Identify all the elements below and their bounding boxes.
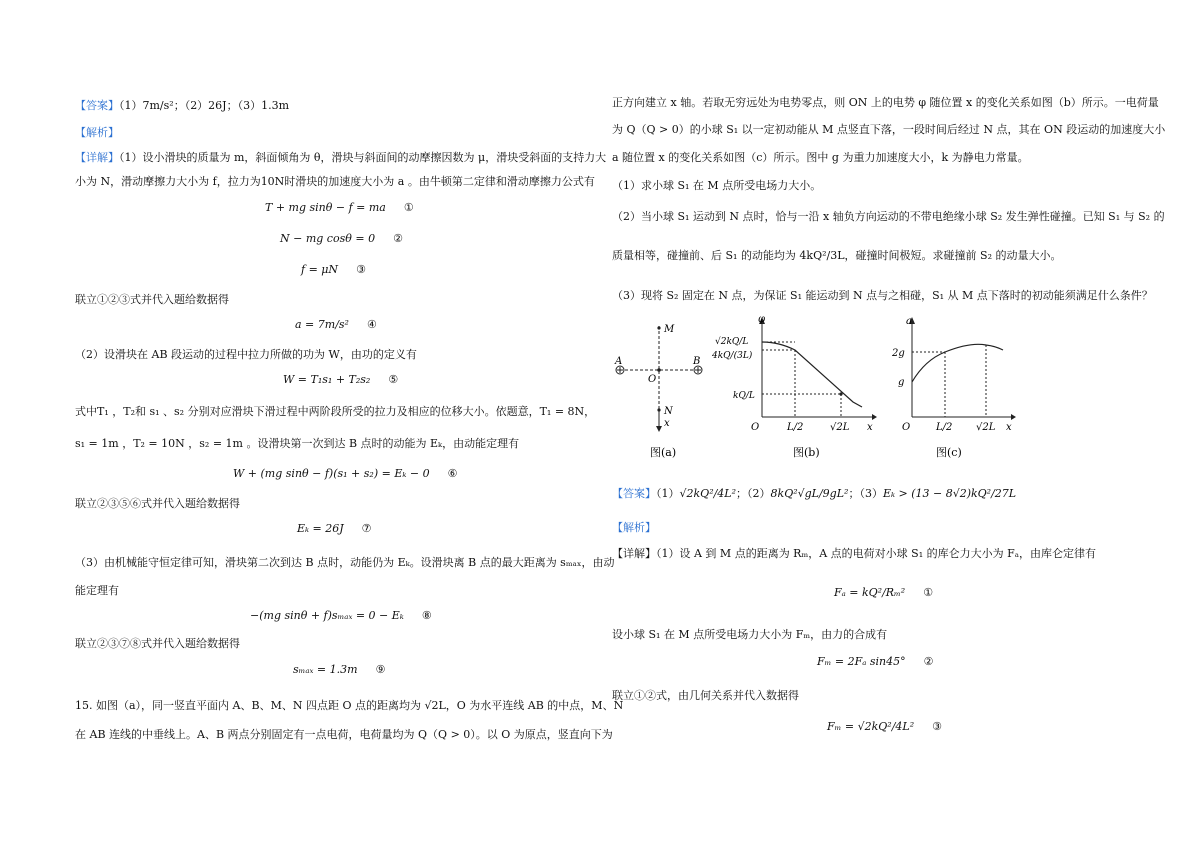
equation-text: N − mg cosθ = 0 (280, 232, 376, 245)
question-2: （2）当小球 S₁ 运动到 N 点时，恰与一沿 x 轴负方向运动的不带电绝缘小球 S₂ 发生弹性碰撞。已知 S₁ 与 S₂ 的 (612, 210, 1165, 223)
equation (250, 609, 432, 622)
answer-part: （1） (656, 487, 680, 500)
paragraph: 式中T₁ ，T₂和 s₁ 、s₂ 分别对应滑块下滑过程中两阶段所受的拉力及相应的位移大小。依题意，T₁ = 8N， (75, 405, 596, 418)
paragraph: 联立①②式，由几何关系并代入数据得 (612, 689, 799, 702)
tick-label: 2g (892, 348, 905, 359)
answer-value: 8kQ²√gL/9gL² (770, 487, 849, 500)
answer-text: （1）7m/s²；（2）26J；（3）1.3m (119, 99, 290, 112)
equation-text: W = T₁s₁ + T₂s₂ (283, 373, 371, 386)
equation (265, 201, 414, 214)
answer-line (75, 98, 289, 114)
label-b: B (693, 356, 701, 367)
equation-number: ① (923, 586, 934, 599)
axis-label-x: x (1006, 422, 1012, 433)
label-a: A (615, 356, 623, 367)
equation (834, 586, 933, 599)
analysis-tag: 【解析】 (612, 521, 656, 534)
paragraph: 【详解】（1）设 A 到 M 点的距离为 Rₘ，A 点的电荷对小球 S₁ 的库仑力大小为 Fₐ，由库仑定律有 (612, 547, 1096, 560)
question-1: （1）求小球 S₁ 在 M 点所受电场力大小。 (612, 179, 822, 192)
paragraph: 15. 如图（a），同一竖直平面内 A、B、M、N 四点距 O 点的距离均为 √2L，O 为水平连线 AB 的中点，M、N (75, 699, 624, 712)
tick-label: √2L (830, 422, 850, 433)
equation-number: ⑦ (361, 522, 372, 535)
answer-part: ；（3） (848, 487, 883, 500)
equation-number: ⑨ (375, 663, 386, 676)
equation-number: ① (403, 201, 414, 214)
caption-c: 图(c) (936, 446, 962, 459)
tick-label: 4kQ/(3L) (712, 351, 753, 361)
equation-number: ⑤ (388, 373, 399, 386)
paragraph: 正方向建立 x 轴。若取无穷远处为电势零点，则 ON 上的电势 φ 随位置 x 的变化关系如图（b）所示。一电荷量 (612, 96, 1159, 109)
acceleration-curve (912, 344, 1003, 382)
figure-a (612, 318, 707, 463)
point-o (657, 368, 661, 372)
equation (301, 263, 366, 276)
equation (233, 467, 457, 480)
equation-text: sₘₐₓ = 1.3m (293, 663, 358, 676)
paragraph: 为 Q（Q > 0）的小球 S₁ 以一定初动能从 M 点竖直下落，一段时间后经过 N 点，其在 ON 段运动的加速度大小 (612, 123, 1166, 136)
equation-text: Eₖ = 26J (297, 522, 344, 535)
equation (280, 232, 403, 245)
origin-label: O (751, 422, 760, 433)
equation (827, 720, 942, 733)
paragraph: 小为 N，滑动摩擦力大小为 f，拉力为10N时滑块的加速度大小为 a 。由牛顿第二定律和滑动摩擦力公式有 (75, 175, 595, 188)
equation (293, 663, 385, 676)
answer-line (612, 486, 1016, 502)
equation-text: f = μN (301, 263, 339, 276)
paragraph: 设小球 S₁ 在 M 点所受电场力大小为 Fₘ，由力的合成有 (612, 628, 888, 641)
detail-tag: 【详解】 (75, 151, 119, 164)
paragraph (75, 150, 606, 166)
equation-text: Fₘ = √2kQ²/4L² (827, 720, 915, 733)
paragraph: 在 AB 连线的中垂线上。A、B 两点分别固定有一点电荷，电荷量均为 Q（Q > 0）。以 O 为原点，竖直向下为 (75, 728, 613, 741)
label-n: N (664, 406, 673, 417)
paragraph-text: （1）设小滑块的质量为 m，斜面倾角为 θ，滑块与斜面间的动摩擦因数为 μ，滑块受斜面的支持力大 (119, 151, 607, 164)
equation-number: ② (393, 232, 403, 245)
equation-text: a = 7m/s² (295, 318, 349, 331)
equation-number: ③ (356, 263, 366, 276)
potential-curve (762, 342, 862, 407)
equation-number: ⑧ (421, 609, 432, 622)
figure-c (890, 312, 1020, 462)
tick-label: L/2 (787, 422, 804, 433)
tick-label: √2kQ/L (715, 337, 749, 347)
answer-value: √2kQ²/4L² (679, 487, 737, 500)
question-2: 质量相等，碰撞前、后 S₁ 的动能均为 4kQ²/3L，碰撞时间极短。求碰撞前 S₂ 的动量大小。 (612, 249, 1062, 262)
point-m (657, 326, 660, 329)
paragraph: a 随位置 x 的变化关系如图（c）所示。图中 g 为重力加速度大小，k 为静电力常量。 (612, 151, 1029, 164)
equation (817, 655, 933, 668)
answer-tag: 【答案】 (612, 487, 656, 500)
paragraph: 联立①②③式并代入题给数据得 (75, 293, 229, 306)
point-n (657, 408, 660, 411)
axis-label-x: x (867, 422, 873, 433)
tick-label: L/2 (936, 422, 953, 433)
equation-text: W + (mg sinθ − f)(s₁ + s₂) = Eₖ − 0 (233, 467, 430, 480)
answer-tag: 【答案】 (75, 99, 119, 112)
tick-label: kQ/L (733, 391, 755, 401)
x-axis-arrow (872, 414, 877, 420)
label-m: M (664, 324, 675, 335)
equation (295, 318, 377, 331)
paragraph: 联立②③⑤⑥式并代入题给数据得 (75, 497, 240, 510)
axis-label-phi: φ (758, 314, 766, 325)
equation-number: ④ (366, 318, 377, 331)
paragraph: 联立②③⑦⑧式并代入题给数据得 (75, 637, 240, 650)
answer-value: Eₖ > (13 − 8√2)kQ²/27L (882, 487, 1017, 500)
equation-text: Fₐ = kQ²/Rₘ² (834, 586, 906, 599)
figure-b (712, 312, 877, 462)
paragraph: 能定理有 (75, 584, 119, 597)
caption-a: 图(a) (650, 446, 677, 459)
axis-label-a: a (906, 316, 912, 327)
equation-number: ③ (932, 720, 942, 733)
equation-number: ② (923, 655, 934, 668)
caption-b: 图(b) (793, 446, 820, 459)
equation-number: ⑥ (447, 467, 458, 480)
x-axis-arrow (656, 426, 662, 432)
analysis-tag: 【解析】 (75, 126, 119, 139)
label-o: O (648, 374, 657, 385)
equation (283, 373, 398, 386)
tick-label: g (898, 377, 905, 388)
origin-label: O (902, 422, 911, 433)
paragraph: （2）设滑块在 AB 段运动的过程中拉力所做的功为 W，由功的定义有 (75, 348, 417, 361)
question-3: （3）现将 S₂ 固定在 N 点，为保证 S₁ 能运动到 N 点与之相碰，S₁ 从 M 点下落时的初动能须满足什么条件？ (612, 289, 1153, 302)
answer-part: ；（2） (736, 487, 771, 500)
label-x: x (664, 418, 670, 429)
tick-label: √2L (976, 422, 996, 433)
equation-text: T + mg sinθ − f = ma (265, 201, 386, 214)
equation-text: Fₘ = 2Fₐ sin45° (817, 655, 906, 668)
x-axis-arrow (1011, 414, 1016, 420)
paragraph: （3）由机械能守恒定律可知，滑块第二次到达 B 点时，动能仍为 Eₖ。设滑块离 B 点的最大距离为 sₘₐₓ，由动 (75, 556, 615, 569)
equation-text: −(mg sinθ + f)sₘₐₓ = 0 − Eₖ (250, 609, 404, 622)
equation (297, 522, 372, 535)
paragraph: s₁ = 1m ，T₂ = 10N ，s₂ = 1m 。设滑块第一次到达 B 点时的动能为 Eₖ，由动能定理有 (75, 437, 520, 450)
